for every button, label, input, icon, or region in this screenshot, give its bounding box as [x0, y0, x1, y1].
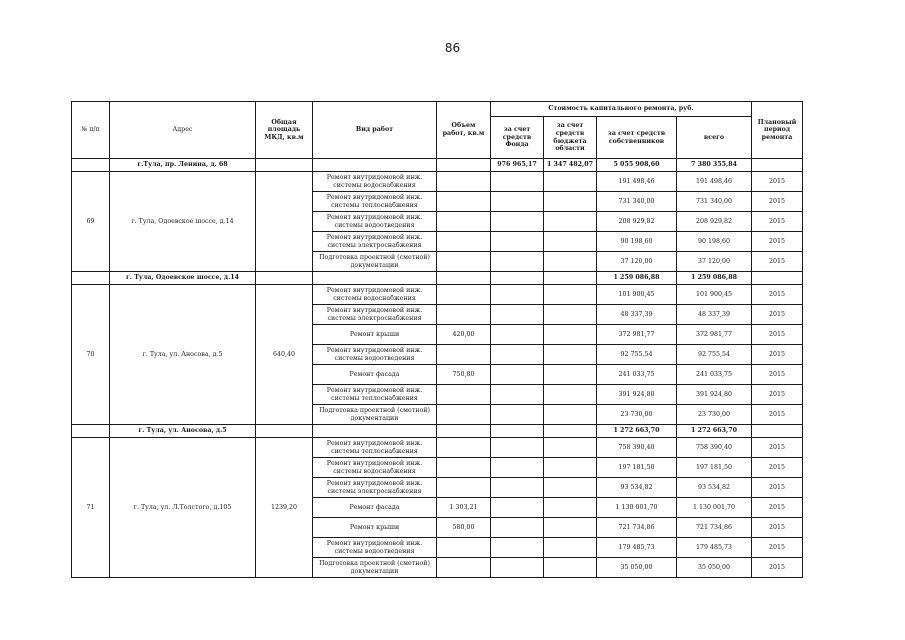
owners-cell: 758 390,40	[597, 438, 677, 458]
period-cell: 2015	[752, 305, 803, 325]
region-cell	[544, 252, 597, 272]
top-total-row	[72, 159, 803, 172]
work-type-cell: Ремонт внутридомовой инж. системы водоотведения	[313, 212, 437, 232]
region-cell	[544, 305, 597, 325]
work-type-cell: Подготовка проектной (сметной) документации	[313, 252, 437, 272]
work-type-cell: Ремонт фасада	[313, 365, 437, 385]
period-cell: 2015	[752, 325, 803, 345]
group-total-sum: 1 259 086,88	[677, 272, 752, 285]
volume-cell	[437, 538, 491, 558]
header-area: Общая площадь МКД, кв.м	[256, 102, 313, 159]
fund-cell	[491, 385, 544, 405]
owners-cell: 1 130 001,70	[597, 498, 677, 518]
header-address: Адрес	[110, 102, 256, 159]
work-type-cell: Ремонт внутридомовой инж. системы водоотведения	[313, 345, 437, 365]
fund-cell	[491, 232, 544, 252]
volume-cell	[437, 232, 491, 252]
work-type-cell: Ремонт фасада	[313, 498, 437, 518]
owners-cell: 721 734,86	[597, 518, 677, 538]
region-cell	[544, 438, 597, 458]
period-cell: 2015	[752, 558, 803, 578]
total-cell: 179 485,73	[677, 538, 752, 558]
row-number: 69	[72, 172, 110, 272]
area-cell: 640,40	[256, 285, 313, 425]
region-cell	[544, 212, 597, 232]
work-type-cell: Ремонт внутридомовой инж. системы водоотведения	[313, 538, 437, 558]
region-cell	[544, 285, 597, 305]
period-cell: 2015	[752, 538, 803, 558]
period-cell: 2015	[752, 365, 803, 385]
table-row	[72, 438, 803, 458]
header-period: Плановый период ремонта	[752, 102, 803, 159]
region-cell	[544, 478, 597, 498]
period-cell: 2015	[752, 518, 803, 538]
owners-cell: 48 337,39	[597, 305, 677, 325]
total-cell: 208 929,82	[677, 212, 752, 232]
owners-cell: 101 900,45	[597, 285, 677, 305]
group-total-owners: 1 272 663,70	[597, 425, 677, 438]
owners-cell: 37 120,00	[597, 252, 677, 272]
total-cell: 35 050,00	[677, 558, 752, 578]
volume-cell: 420,00	[437, 325, 491, 345]
period-cell: 2015	[752, 212, 803, 232]
period-cell: 2015	[752, 172, 803, 192]
header-cost-group: Стоимость капитального ремонта, руб.	[491, 102, 752, 117]
work-type-cell: Ремонт внутридомовой инж. системы теплоснабжения	[313, 438, 437, 458]
fund-cell	[491, 212, 544, 232]
owners-cell: 372 981,77	[597, 325, 677, 345]
volume-cell: 1 303,21	[437, 498, 491, 518]
group-total-address: г. Тула, ул. Аносова, д.5	[110, 425, 256, 438]
period-cell: 2015	[752, 478, 803, 498]
group-total-address: г. Тула, Одоевское шоссе, д.14	[110, 272, 256, 285]
header-work-type: Вид работ	[313, 102, 437, 159]
work-type-cell: Ремонт внутридомовой инж. системы электроснабжения	[313, 305, 437, 325]
total-cell: 241 033,75	[677, 365, 752, 385]
capital-repair-table	[71, 101, 803, 578]
total-cell: 92 755,54	[677, 345, 752, 365]
group-total-row	[72, 272, 803, 285]
table-row	[72, 285, 803, 305]
region-cell	[544, 172, 597, 192]
region-cell	[544, 558, 597, 578]
owners-cell: 90 198,60	[597, 232, 677, 252]
period-cell: 2015	[752, 285, 803, 305]
area-cell: 1239,20	[256, 438, 313, 578]
work-type-cell: Подготовка проектной (сметной) документации	[313, 558, 437, 578]
volume-cell	[437, 212, 491, 232]
row-number: 70	[72, 285, 110, 425]
page-number: 86	[444, 41, 461, 55]
fund-cell	[491, 478, 544, 498]
work-type-cell: Подготовка проектной (сметной) документации	[313, 405, 437, 425]
region-cell	[544, 405, 597, 425]
period-cell: 2015	[752, 498, 803, 518]
volume-cell	[437, 438, 491, 458]
fund-cell	[491, 252, 544, 272]
owners-cell: 92 755,54	[597, 345, 677, 365]
top-total-owners: 5 055 908,60	[597, 159, 677, 172]
period-cell: 2015	[752, 345, 803, 365]
region-cell	[544, 458, 597, 478]
header-region: за счет средств бюджета области	[544, 117, 597, 159]
region-cell	[544, 192, 597, 212]
table-row	[72, 172, 803, 192]
group-total-owners: 1 259 086,88	[597, 272, 677, 285]
fund-cell	[491, 438, 544, 458]
owners-cell: 197 181,50	[597, 458, 677, 478]
owners-cell: 191 498,46	[597, 172, 677, 192]
fund-cell	[491, 285, 544, 305]
work-type-cell: Ремонт внутридомовой инж. системы водоснабжения	[313, 458, 437, 478]
total-cell: 37 120,00	[677, 252, 752, 272]
fund-cell	[491, 192, 544, 212]
volume-cell	[437, 478, 491, 498]
fund-cell	[491, 345, 544, 365]
period-cell: 2015	[752, 252, 803, 272]
top-total-sum: 7 380 355,84	[677, 159, 752, 172]
total-cell: 731 340,00	[677, 192, 752, 212]
header-owners: за счет средств собственников	[597, 117, 677, 159]
fund-cell	[491, 538, 544, 558]
total-cell: 391 924,80	[677, 385, 752, 405]
owners-cell: 208 929,82	[597, 212, 677, 232]
region-cell	[544, 498, 597, 518]
period-cell: 2015	[752, 458, 803, 478]
period-cell: 2015	[752, 438, 803, 458]
work-type-cell: Ремонт внутридомовой инж. системы электроснабжения	[313, 232, 437, 252]
volume-cell: 750,80	[437, 365, 491, 385]
volume-cell	[437, 172, 491, 192]
area-cell	[256, 172, 313, 272]
top-total-address: г.Тула, пр. Ленина, д. 68	[110, 159, 256, 172]
fund-cell	[491, 405, 544, 425]
total-cell: 90 198,60	[677, 232, 752, 252]
total-cell: 758 390,40	[677, 438, 752, 458]
row-number: 71	[72, 438, 110, 578]
period-cell: 2015	[752, 405, 803, 425]
total-cell: 48 337,39	[677, 305, 752, 325]
volume-cell	[437, 305, 491, 325]
work-type-cell: Ремонт внутридомовой инж. системы водоснабжения	[313, 285, 437, 305]
fund-cell	[491, 305, 544, 325]
top-total-region: 1 347 482,07	[544, 159, 597, 172]
volume-cell	[437, 252, 491, 272]
volume-cell: 580,00	[437, 518, 491, 538]
region-cell	[544, 345, 597, 365]
owners-cell: 93 534,82	[597, 478, 677, 498]
volume-cell	[437, 558, 491, 578]
fund-cell	[491, 458, 544, 478]
owners-cell: 179 485,73	[597, 538, 677, 558]
total-cell: 23 730,00	[677, 405, 752, 425]
volume-cell	[437, 285, 491, 305]
fund-cell	[491, 325, 544, 345]
period-cell: 2015	[752, 385, 803, 405]
volume-cell	[437, 192, 491, 212]
header-fund: за счет средств Фонда	[491, 117, 544, 159]
total-cell: 191 498,46	[677, 172, 752, 192]
total-cell: 721 734,86	[677, 518, 752, 538]
group-total-row	[72, 425, 803, 438]
address-cell: г. Тула, ул. Аносова, д.5	[110, 285, 256, 425]
region-cell	[544, 518, 597, 538]
owners-cell: 731 340,00	[597, 192, 677, 212]
fund-cell	[491, 365, 544, 385]
owners-cell: 35 050,00	[597, 558, 677, 578]
header-volume: Объем работ, кв.м	[437, 102, 491, 159]
volume-cell	[437, 458, 491, 478]
total-cell: 101 900,45	[677, 285, 752, 305]
volume-cell	[437, 345, 491, 365]
fund-cell	[491, 518, 544, 538]
work-type-cell: Ремонт внутридомовой инж. системы водоснабжения	[313, 172, 437, 192]
fund-cell	[491, 498, 544, 518]
work-type-cell: Ремонт внутридомовой инж. системы электроснабжения	[313, 478, 437, 498]
region-cell	[544, 232, 597, 252]
volume-cell	[437, 405, 491, 425]
header-num: № п/п	[72, 102, 110, 159]
header-total: всего	[677, 117, 752, 159]
period-cell: 2015	[752, 232, 803, 252]
volume-cell	[437, 385, 491, 405]
address-cell: г. Тула, Одоевское шоссе, д.14	[110, 172, 256, 272]
work-type-cell: Ремонт крыши	[313, 518, 437, 538]
total-cell: 1 130 001,70	[677, 498, 752, 518]
period-cell: 2015	[752, 192, 803, 212]
total-cell: 93 534,82	[677, 478, 752, 498]
owners-cell: 241 033,75	[597, 365, 677, 385]
total-cell: 372 981,77	[677, 325, 752, 345]
fund-cell	[491, 558, 544, 578]
owners-cell: 23 730,00	[597, 405, 677, 425]
region-cell	[544, 325, 597, 345]
owners-cell: 391 924,80	[597, 385, 677, 405]
region-cell	[544, 365, 597, 385]
total-cell: 197 181,50	[677, 458, 752, 478]
group-total-sum: 1 272 663,70	[677, 425, 752, 438]
fund-cell	[491, 172, 544, 192]
region-cell	[544, 538, 597, 558]
address-cell: г. Тула, ул. Л.Толстого, д.105	[110, 438, 256, 578]
region-cell	[544, 385, 597, 405]
work-type-cell: Ремонт внутридомовой инж. системы теплоснабжения	[313, 192, 437, 212]
work-type-cell: Ремонт внутридомовой инж. системы теплоснабжения	[313, 385, 437, 405]
work-type-cell: Ремонт крыши	[313, 325, 437, 345]
top-total-fund: 976 965,17	[491, 159, 544, 172]
